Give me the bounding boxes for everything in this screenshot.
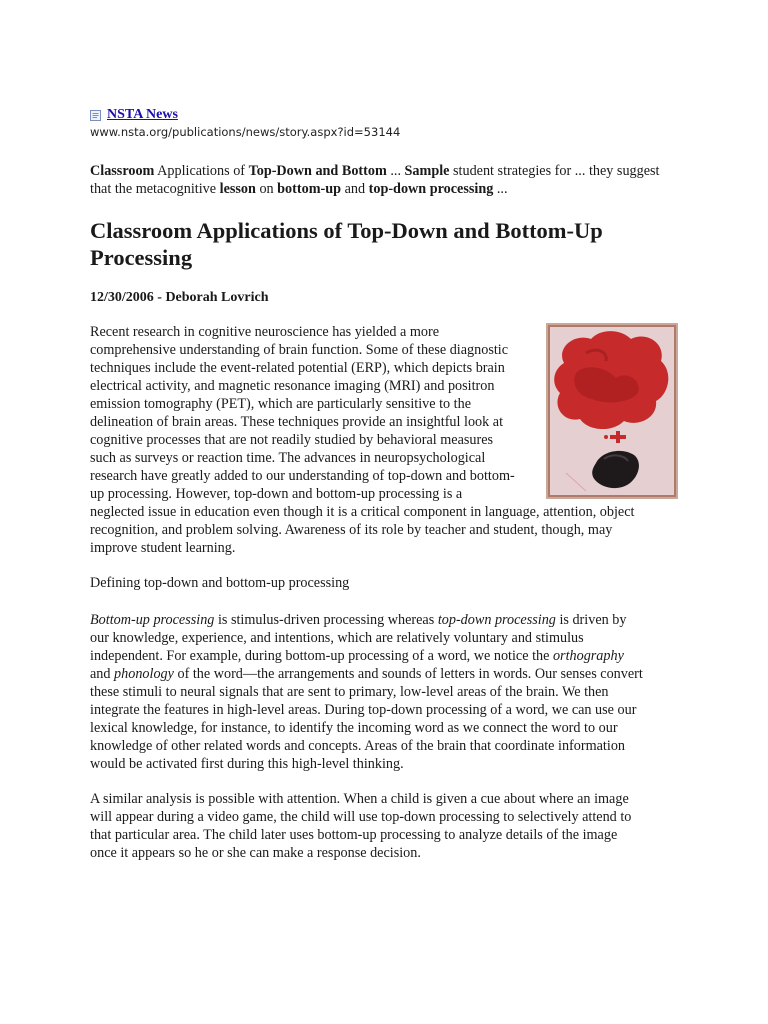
term-italic: orthography: [552, 648, 624, 664]
snippet-text: and: [341, 181, 369, 197]
text-line: A similar analysis is possible with attention. When a child is given a cue about where an image: [90, 791, 629, 807]
text-segment: is driven by: [555, 612, 627, 628]
text-line: [90, 647, 690, 665]
text-line: our knowledge, experience, and intentions, which are relatively voluntary and stimulus: [90, 630, 584, 646]
text-line: recognition, and problem solving. Awareness of its role by teacher and student, though, may: [90, 522, 613, 538]
text-segment: and: [90, 666, 115, 682]
text-line: once it appears so he or she can make a response decision.: [90, 845, 421, 861]
snippet-highlight: bottom-up: [277, 181, 342, 197]
text-line: delineation of brain areas. These techniques provide an insightful look at: [90, 414, 504, 430]
body-paragraph-definition: [90, 611, 690, 773]
text-line: [90, 665, 690, 683]
body-paragraph-attention: [90, 790, 690, 862]
source-url: www.nsta.org/publications/news/story.aspx?id=53144: [90, 125, 401, 139]
text-line: these stimuli to neural signals that are sent to primary, low-level areas of the brain. We then: [90, 684, 609, 700]
term-italic: Bottom-up processing: [90, 612, 215, 628]
text-segment: is stimulus-driven processing whereas: [214, 612, 438, 628]
intro-paragraph: [90, 323, 675, 557]
text-line: improve student learning.: [90, 540, 236, 556]
section-heading: Defining top-down and bottom-up processing: [90, 575, 350, 591]
snippet-highlight: top-down processing: [368, 181, 494, 197]
text-line: knowledge of other related words and concepts. Areas of the brain that coordinate information: [90, 738, 626, 754]
snippet-text: ...: [386, 163, 405, 179]
text-line: would be activated first during this high-level thinking.: [90, 756, 404, 772]
article-title: Classroom Applications of Top-Down and Bottom-Up Processing: [90, 218, 603, 270]
source-line: [90, 106, 178, 124]
text-line: up processing. However, top-down and bottom-up processing is a: [90, 486, 463, 502]
text-line: such as surveys or reaction time. The advances in neuropsychological: [90, 450, 486, 466]
text-line: Recent research in cognitive neuroscience has yielded a more: [90, 324, 440, 340]
article-byline: 12/30/2006 - Deborah Lovrich: [90, 290, 269, 305]
text-line: electrical activity, and magnetic resonance imaging (MRI) and positron: [90, 378, 495, 394]
snippet-text: student strategies for ... they suggest that the metacognitive: [90, 163, 660, 197]
snippet-highlight: Classroom: [90, 163, 155, 179]
text-line: [90, 611, 690, 629]
snippet-highlight: lesson: [219, 181, 256, 197]
text-line: neglected issue in education even though it is a critical component in language, attention, object: [90, 504, 635, 520]
text-line: emission tomography (PET), which are particularly sensitive to the: [90, 396, 471, 412]
text-segment: of the word—the arrangements and sounds of letters in words. Our senses convert: [173, 666, 643, 682]
page-icon: [90, 110, 101, 121]
text-line: will appear during a video game, the child will use top-down processing to selectively attend to: [90, 809, 632, 825]
term-italic: top-down processing: [437, 612, 556, 628]
source-link[interactable]: NSTA News: [107, 107, 178, 122]
text-segment: independent. For example, during bottom-up processing of a word, we notice the: [90, 648, 553, 664]
term-italic: phonology: [114, 666, 174, 682]
search-snippet: [90, 162, 670, 198]
text-line: integrate the features in high-level areas. During top-down processing of a word, we can use our: [90, 702, 637, 718]
snippet-highlight: Sample: [404, 163, 450, 179]
snippet-text: Applications of: [154, 163, 249, 179]
snippet-highlight: Top-Down and Bottom: [248, 163, 387, 179]
text-line: lexical knowledge, for instance, to identify the incoming word as we connect the word to our: [90, 720, 618, 736]
text-line: research have greatly added to our understanding of top-down and bottom-: [90, 468, 515, 484]
text-line: comprehensive understanding of brain function. Some of these diagnostic: [90, 342, 509, 358]
text-line: techniques include the event-related potential (ERP), which depicts brain: [90, 360, 505, 376]
text-line: that particular area. The child later uses bottom-up processing to analyze details of the image: [90, 827, 618, 843]
text-line: cognitive processes that are not readily studied by behavioral measures: [90, 432, 494, 448]
snippet-text: on: [255, 181, 278, 197]
snippet-text: ...: [493, 181, 508, 197]
